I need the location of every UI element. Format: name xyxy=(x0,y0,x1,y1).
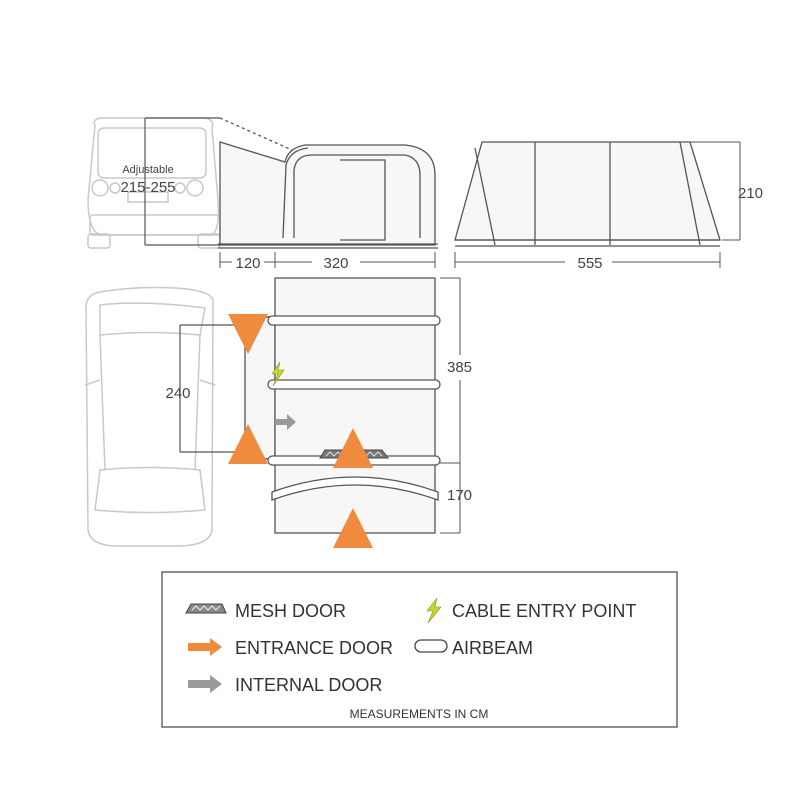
airbeam-2 xyxy=(268,380,440,389)
adjustable-label: Adjustable xyxy=(122,164,174,176)
legend-internal-door-label: INTERNAL DOOR xyxy=(235,675,383,695)
adjustable-range-label: 215-255 xyxy=(120,179,176,196)
drive-away-length-label: 120 xyxy=(235,255,261,272)
legend-airbeam-icon xyxy=(415,640,447,652)
side-width-label: 240 xyxy=(165,385,191,402)
airbeam-1 xyxy=(268,316,440,325)
overall-length-label: 555 xyxy=(577,255,603,272)
legend-mesh-door-label: MESH DOOR xyxy=(235,601,347,621)
legend xyxy=(162,572,677,727)
depth-porch-label: 170 xyxy=(447,487,473,504)
depth-main-label: 385 xyxy=(447,359,473,376)
tent-long-view xyxy=(455,142,720,246)
legend-airbeam-label: AIRBEAM xyxy=(452,638,534,658)
legend-entrance-door-label: ENTRANCE DOOR xyxy=(235,638,394,658)
tent-side-view xyxy=(218,118,438,248)
tent-width-label: 320 xyxy=(323,255,349,272)
legend-measurements-note: MEASUREMENTS IN CM xyxy=(349,707,489,721)
vehicle-top-view xyxy=(85,288,215,547)
width-dimension-lines xyxy=(220,252,720,268)
height-label: 210 xyxy=(738,185,764,202)
legend-cable-entry-label: CABLE ENTRY POINT xyxy=(452,601,637,621)
legend-mesh-door-icon xyxy=(186,604,226,613)
